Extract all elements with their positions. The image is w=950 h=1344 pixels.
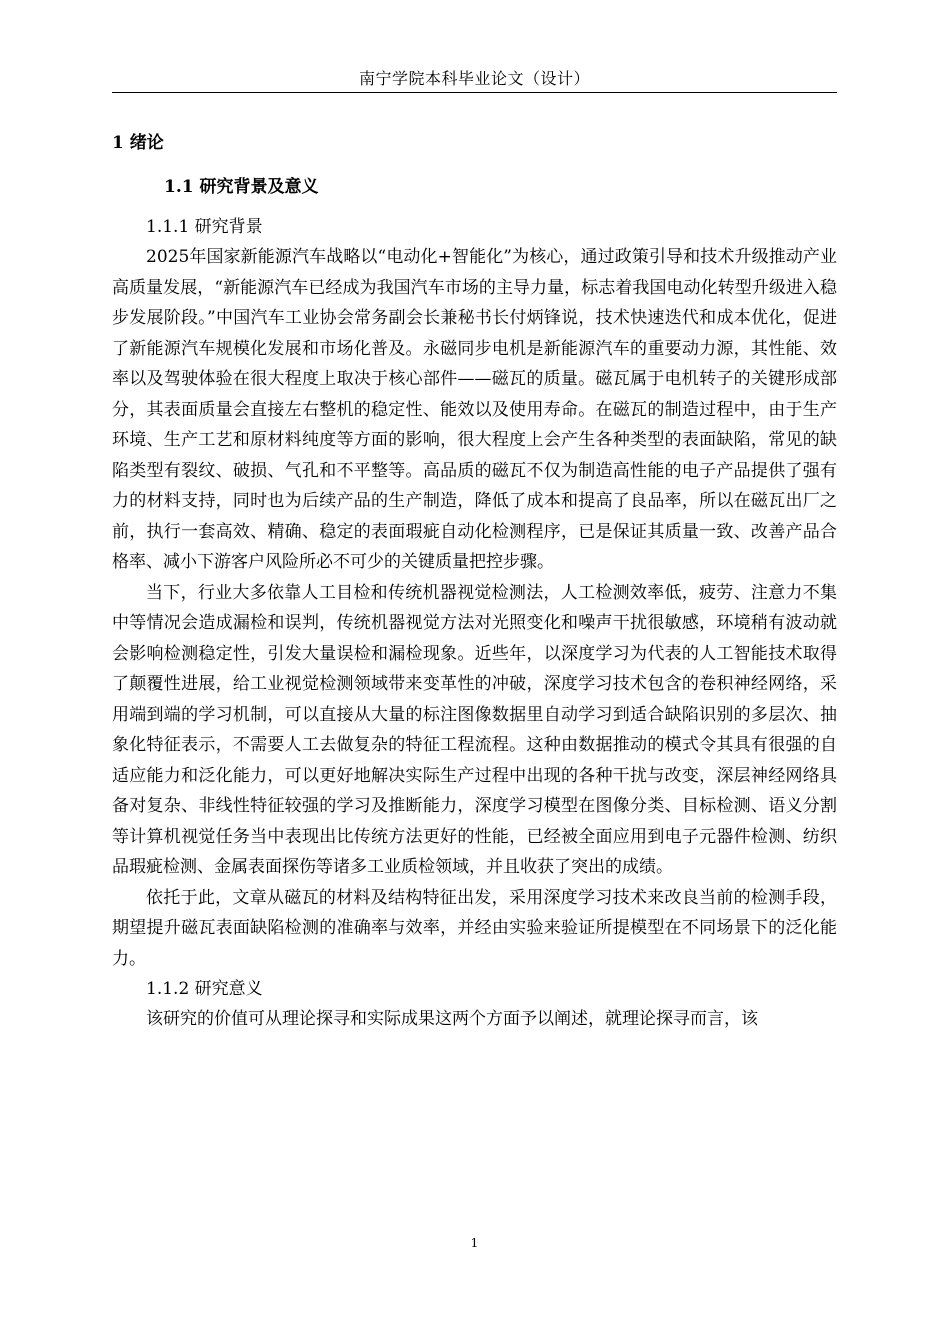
section-heading-1-1: 1.1 研究背景及意义 (164, 177, 319, 197)
body-paragraph: 该研究的价值可从理论探寻和实际成果这两个方面予以阐述，就理论探寻而言，该 (146, 1009, 758, 1029)
page-number: 1 (470, 1236, 479, 1250)
running-header: 南宁学院本科毕业论文（设计） (358, 69, 590, 88)
subsection-heading-1-1-2: 1.1.2 研究意义 (146, 979, 263, 999)
body-paragraph: 2025年国家新能源汽车战略以“电动化+智能化”为核心，通过政策引导和技术升级推动产业高质量发展，“新能源汽车已经成为我国汽车市场的主导力量，标志着我国电动化转型升级进入稳步发展阶段。”中国汽车工业协会常务副会长兼秘书长付炳锋说，技术快速迭代和成本优化，促进了新能源汽车规模化发展和市场化普及。永磁同步电机是新能源汽车的重要动力源，其性能、效率以及驾驶体验在很大程度上取决于核心部件——磁瓦的质量。磁瓦属于电机转子的关键形成部分，其表面质量会直接左右整机的稳定性、能效以及使用寿命。在磁瓦的制造过程中，由于生产环境、生产工艺和原材料纯度等方面的影响，很大程度上会产生各种类型的表面缺陷，常见的缺陷类型有裂纹、破损、气孔和不平整等。高品质的磁瓦不仅为制造高性能的电子产品提供了强有力的材料支持，同时也为后续产品的生产制造，降低了成本和提高了良品率，所以在磁瓦出厂之前，执行一套高效、精确、稳定的表面瑕疵自动化检测程序，已是保证其质量一致、改善产品合格率、减小下游客户风险所必不可少的关键质量把控步骤。 (112, 247, 837, 572)
body-paragraph: 当下，行业大多依靠人工目检和传统机器视觉检测法，人工检测效率低，疲劳、注意力不集中等情况会造成漏检和误判，传统机器视觉方法对光照变化和噪声干扰很敏感，环境稍有波动就会影响检测稳定性，引发大量误检和漏检现象。近些年，以深度学习为代表的人工智能技术取得了颠覆性进展，给工业视觉检测领域带来变革性的冲破，深度学习技术包含的卷积神经网络，采用端到端的学习机制，可以直接从大量的标注图像数据里自动学习到适合缺陷识别的多层次、抽象化特征表示，不需要人工去做复杂的特征工程流程。这种由数据推动的模式令其具有很强的自适应能力和泛化能力，可以更好地解决实际生产过程中出现的各种干扰与改变，深层神经网络具备对复杂、非线性特征较强的学习及推断能力，深度学习模型在图像分类、目标检测、语义分割等计算机视觉任务当中表现出比传统方法更好的性能，已经被全面应用到电子元器件检测、纺织品瑕疵检测、金属表面探伤等诸多工业质检领域，并且收获了突出的成绩。 (112, 582, 837, 877)
subsection-heading-1-1-1: 1.1.1 研究背景 (146, 217, 263, 237)
page-body (112, 128, 837, 1035)
header-rule (112, 92, 837, 93)
body-paragraph: 依托于此，文章从磁瓦的材料及结构特征出发，采用深度学习技术来改良当前的检测手段，期望提升磁瓦表面缺陷检测的准确率与效率，并经由实验来验证所提模型在不同场景下的泛化能力。 (112, 887, 837, 969)
chapter-heading: 1 绪论 (112, 133, 164, 153)
